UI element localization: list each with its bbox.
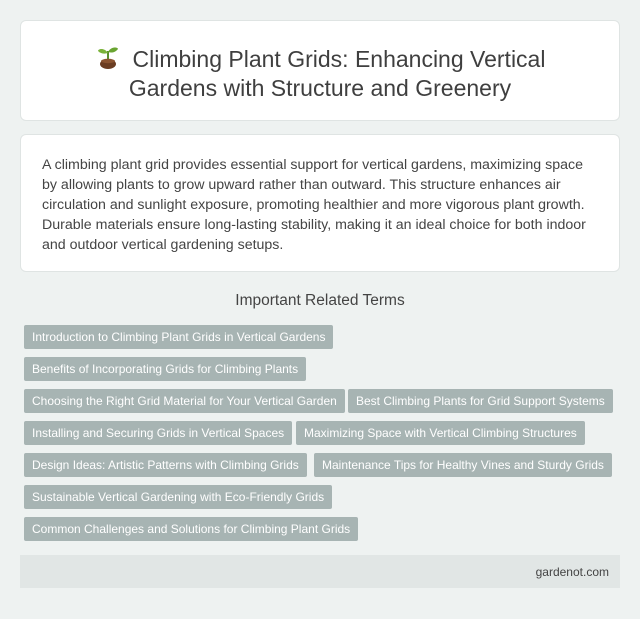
related-term-chip[interactable]: Common Challenges and Solutions for Climbing Plant Grids — [24, 517, 358, 541]
related-term-chip[interactable]: Sustainable Vertical Gardening with Eco-Friendly Grids — [24, 485, 332, 509]
related-term-chip[interactable]: Benefits of Incorporating Grids for Climbing Plants — [24, 357, 306, 381]
description-card — [20, 134, 620, 272]
related-term-chip[interactable]: Design Ideas: Artistic Patterns with Climbing Grids — [24, 453, 307, 477]
related-terms-heading: Important Related Terms — [235, 292, 405, 309]
page-title — [21, 44, 619, 103]
related-term-chip[interactable]: Best Climbing Plants for Grid Support Systems — [348, 389, 613, 413]
related-term-chip[interactable]: Maximizing Space with Vertical Climbing Structures — [296, 421, 585, 445]
related-term-chip[interactable]: Maintenance Tips for Healthy Vines and Sturdy Grids — [314, 453, 612, 477]
related-term-chip[interactable]: Installing and Securing Grids in Vertical Spaces — [24, 421, 292, 445]
footer-site-link[interactable]: gardenot.com — [535, 565, 609, 579]
description-text: A climbing plant grid provides essential support for vertical gardens, maximizing space by allowing plants to grow upward rather than outward. This structure enhances air circulation and sunlight exposure, promoting healthier and more vigorous plant growth. Durable materials ensure long-lasting stability, making it an ideal choice for both indoor and outdoor vertical gardening setups. — [42, 157, 586, 253]
footer — [20, 555, 620, 588]
sprout-icon — [95, 44, 121, 70]
related-term-chip[interactable]: Choosing the Right Grid Material for Your Vertical Garden — [24, 389, 345, 413]
title-card — [20, 20, 620, 121]
related-term-chip[interactable]: Introduction to Climbing Plant Grids in Vertical Gardens — [24, 325, 333, 349]
page-title-text: Climbing Plant Grids: Enhancing Vertical Gardens with Structure and Greenery — [128, 46, 546, 101]
